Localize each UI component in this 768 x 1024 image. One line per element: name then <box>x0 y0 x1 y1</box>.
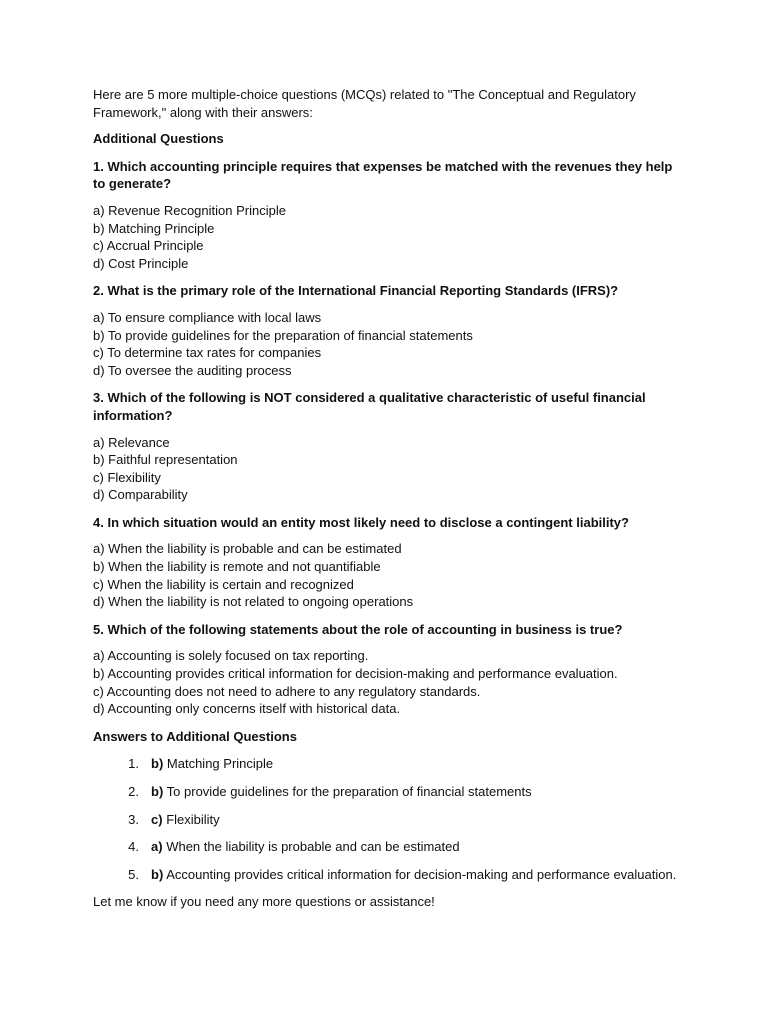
question-block-5 <box>93 621 683 718</box>
answer-number: 3. <box>128 811 139 827</box>
answer-letter: b) <box>151 784 164 799</box>
answer-number: 2. <box>128 784 139 799</box>
question-block-3 <box>93 389 683 504</box>
option-list <box>93 309 683 379</box>
answer-text: Flexibility <box>166 811 220 827</box>
answer-body <box>151 866 676 884</box>
answer-letter: c) <box>151 811 163 827</box>
question-text: 4. In which situation would an entity most likely need to disclose a contingent liability? <box>93 514 629 530</box>
option-list <box>93 540 683 610</box>
answers-heading: Answers to Additional Questions <box>93 728 297 744</box>
answer-body <box>151 838 460 856</box>
answer-item-1 <box>93 755 683 773</box>
question-text: 5. Which of the following statements about the role of accounting in business is true? <box>93 621 623 637</box>
question-text: 2. What is the primary role of the International Financial Reporting Standards (IFRS)? <box>93 283 619 299</box>
answer-body <box>151 811 220 829</box>
question-block-1 <box>93 158 683 273</box>
question-text: 1. Which accounting principle requires that expenses be matched with the revenues they help to generate? <box>93 158 673 192</box>
option-item: c) When the liability is certain and recognized <box>93 576 354 592</box>
option-item: c) Flexibility <box>93 469 161 485</box>
answer-list <box>93 755 683 883</box>
option-list <box>93 202 683 272</box>
answer-letter: a) <box>151 839 163 855</box>
option-item: d) To oversee the auditing process <box>93 362 292 378</box>
answer-letter: b) <box>151 756 164 772</box>
answer-item-5 <box>93 866 683 884</box>
option-item: a) Relevance <box>93 434 170 450</box>
option-item: b) Matching Principle <box>93 220 215 236</box>
option-item: d) When the liability is not related to ongoing operations <box>93 594 414 610</box>
answer-item-3 <box>93 811 683 829</box>
question-text: 3. Which of the following is NOT considered a qualitative characteristic of useful financial information? <box>93 390 646 423</box>
answer-body <box>151 783 532 801</box>
option-item: a) When the liability is probable and can be estimated <box>93 541 402 557</box>
option-item: d) Comparability <box>93 487 188 503</box>
answer-letter: b) <box>151 866 164 882</box>
option-list <box>93 434 683 504</box>
option-item: c) Accounting does not need to adhere to any regulatory standards. <box>93 683 481 699</box>
option-item: a) Revenue Recognition Principle <box>93 202 286 218</box>
question-block-2 <box>93 282 683 379</box>
answer-number: 5. <box>128 866 139 882</box>
option-item: b) Accounting provides critical information for decision-making and performance evaluation. <box>93 666 618 682</box>
option-list <box>93 647 683 717</box>
answer-number: 1. <box>128 756 139 772</box>
option-item: c) Accrual Principle <box>93 238 204 254</box>
answer-text: Matching Principle <box>166 756 274 772</box>
option-item: b) When the liability is remote and not quantifiable <box>93 559 381 575</box>
questions-heading: Additional Questions <box>93 131 224 147</box>
answer-text: Accounting provides critical information for decision-making and performance evaluation. <box>166 866 677 882</box>
option-item: c) To determine tax rates for companies <box>93 345 322 361</box>
answer-text: To provide guidelines for the preparation of financial statements <box>166 784 532 799</box>
option-item: a) To ensure compliance with local laws <box>93 309 322 325</box>
answer-body <box>151 755 273 773</box>
option-item: b) To provide guidelines for the preparation of financial statements <box>93 327 473 343</box>
answer-item-4 <box>93 838 683 856</box>
closing-paragraph: Let me know if you need any more questions or assistance! <box>93 894 435 910</box>
option-item: d) Cost Principle <box>93 255 189 271</box>
answer-number: 4. <box>128 839 139 855</box>
question-block-4 <box>93 514 683 611</box>
option-item: b) Faithful representation <box>93 452 238 468</box>
answer-item-2 <box>93 783 683 801</box>
document-content <box>93 86 683 911</box>
option-item: d) Accounting only concerns itself with historical data. <box>93 701 401 717</box>
intro-paragraph: Here are 5 more multiple-choice questions (MCQs) related to "The Conceptual and Regulatory Framework," along with their answers: <box>93 87 636 120</box>
answer-text: When the liability is probable and can be estimated <box>166 839 460 855</box>
option-item: a) Accounting is solely focused on tax reporting. <box>93 648 369 664</box>
